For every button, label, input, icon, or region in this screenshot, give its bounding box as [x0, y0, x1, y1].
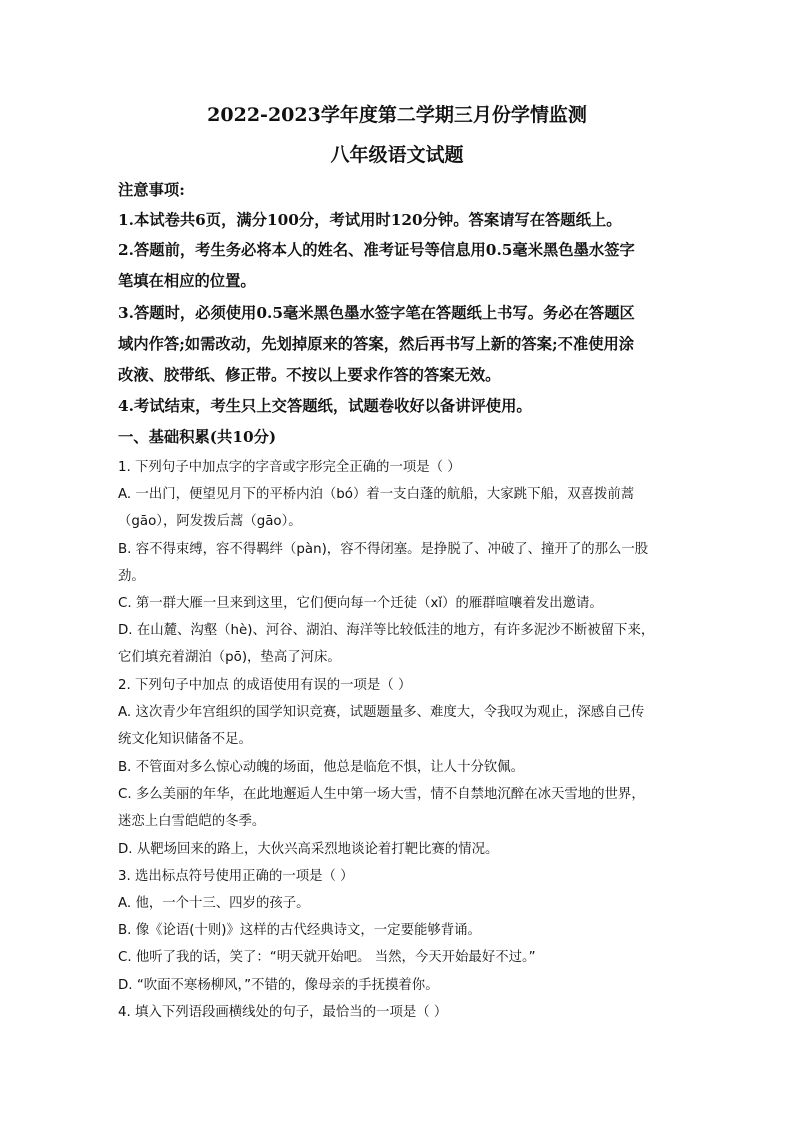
question-1-option-d-line-1: D. 在山麓、沟壑（hè)、河谷、湖泊、海洋等比较低洼的地方，有许多泥沙不断被留下来，: [118, 623, 655, 638]
question-3-option-c: C. 他听了我的话，笑了：“明天就开始吧。 当然，今天开始最好不过。”: [118, 950, 536, 965]
question-2-option-a-line-2: 统文化知识储备不足。: [118, 732, 252, 747]
question-2-stem: 2. 下列句子中加点 的成语使用有误的一项是（ ）: [118, 678, 412, 693]
question-1-option-a-line-2: （gāo），阿发拨后蒿（gāo）。: [118, 514, 302, 529]
notice-item-4: 4.考试结束，考生只上交答题纸，试题卷收好以备讲评使用。: [118, 397, 532, 415]
question-2-option-b: B. 不管面对多么惊心动魄的场面，他总是临危不惧，让人十分钦佩。: [118, 760, 525, 775]
question-2-option-d: D. 从靶场回来的路上，大伙兴高采烈地谈论着打靶比赛的情况。: [118, 842, 499, 857]
question-1-stem: 1. 下列句子中加点字的字音或字形完全正确的一项是（ ）: [118, 460, 461, 475]
question-1-option-b-line-1: B. 容不得束缚，容不得羁绊（pàn)，容不得闭塞。是挣脱了、冲破了、撞开了的那么一股: [118, 542, 649, 557]
question-3-option-a: A. 他，一个十三、四岁的孩子。: [118, 896, 310, 911]
notice-item-2-line-2: 笔填在相应的位置。: [118, 272, 256, 290]
question-2-option-c-line-2: 迷恋上白雪皑皑的冬季。: [118, 814, 266, 829]
exam-subtitle: 八年级语文试题: [330, 144, 464, 166]
question-3-stem: 3. 选出标点符号使用正确的一项是（ ）: [118, 869, 354, 884]
exam-title: 2022-2023学年度第二学期三月份学情监测: [207, 104, 587, 126]
notice-item-3-line-3: 改液、胶带纸、修正带。不按以上要求作答的答案无效。: [118, 366, 501, 384]
notice-item-2-line-1: 2.答题前，考生务必将本人的姓名、准考证号等信息用0.5毫米黑色墨水签字: [118, 241, 635, 259]
notice-heading: 注意事项:: [118, 181, 185, 199]
question-1-option-a-line-1: A. 一出门，便望见月下的平桥内泊（bó）着一支白蓬的航船，大家跳下船，双喜拨前蒿: [118, 487, 635, 502]
notice-item-1: 1.本试卷共6页，满分100分，考试用时120分钟。答案请写在答题纸上。: [118, 211, 622, 229]
question-3-option-b: B. 像《论语(十则)》这样的古代经典诗文，一定要能够背诵。: [118, 923, 481, 938]
notice-item-3-line-1: 3.答题时，必须使用0.5毫米黑色墨水签字笔在答题纸上书写。务必在答题区: [118, 304, 635, 322]
section-heading: 一、基础积累(共10分): [118, 428, 277, 446]
question-2-option-a-line-1: A. 这次青少年宫组织的国学知识竞赛，试题题量多、难度大，令我叹为观止，深感自己传: [118, 705, 645, 720]
question-3-option-d: D. “吹面不寒杨柳风，”不错的，像母亲的手抚摸着你。: [118, 978, 439, 993]
question-1-option-d-line-2: 它们填充着湖泊（pō)，垫高了河床。: [118, 650, 341, 665]
question-2-option-c-line-1: C. 多么美丽的年华，在此地邂逅人生中第一场大雪，情不自禁地沉醉在冰天雪地的世界，: [118, 787, 645, 802]
question-1-option-b-line-2: 劲。: [118, 569, 145, 584]
question-4-stem: 4. 填入下列语段画横线处的句子，最恰当的一项是（ ）: [118, 1005, 448, 1020]
question-1-option-c: C. 第一群大雁一旦来到这里，它们便向每一个迁徒（xǐ）的雁群喧嚷着发出邀请。: [118, 596, 603, 611]
notice-item-3-line-2: 域内作答;如需改动，先划掉原来的答案，然后再书写上新的答案;不准使用涂: [118, 335, 635, 353]
